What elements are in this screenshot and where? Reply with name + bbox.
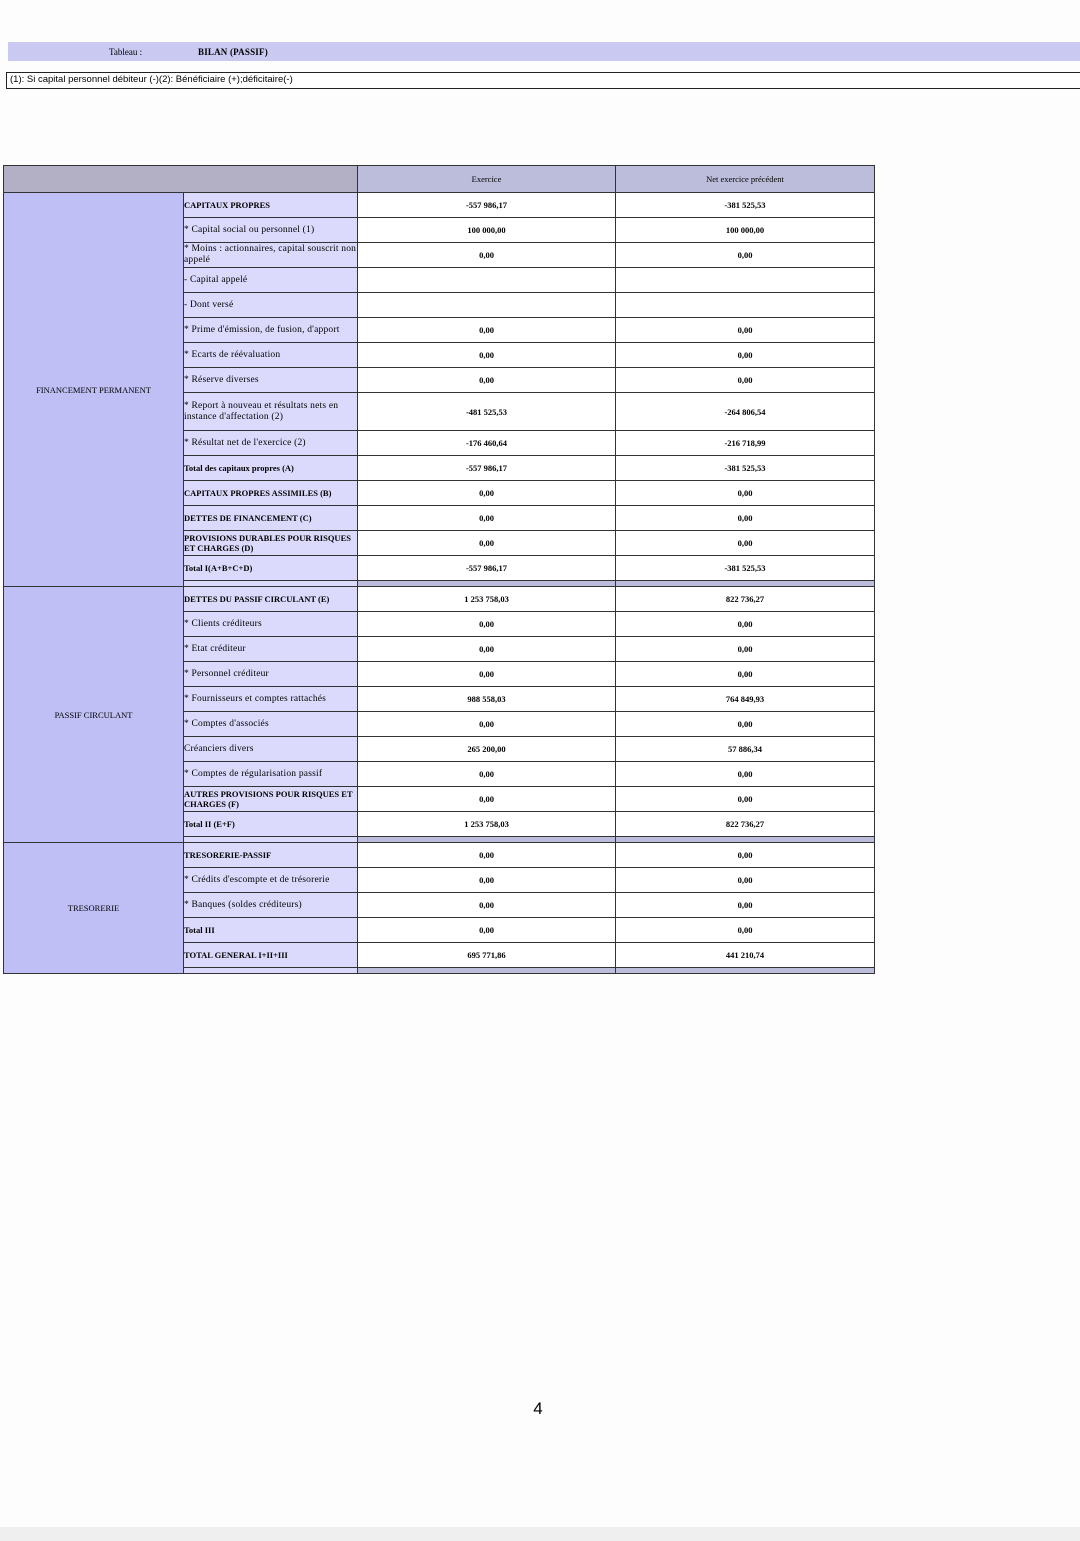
table-row <box>4 587 875 612</box>
row-label: * Report à nouveau et résultats nets en instance d'affectation (2) <box>184 393 358 431</box>
row-value-exercice: 0,00 <box>358 531 616 556</box>
row-value-previous: 0,00 <box>616 762 875 787</box>
row-value-exercice: 0,00 <box>358 612 616 637</box>
table-row <box>4 193 875 218</box>
section-financement-permanent: FINANCEMENT PERMANENT <box>4 193 184 587</box>
row-label: Total des capitaux propres (A) <box>184 456 358 481</box>
row-value-exercice: 0,00 <box>358 843 616 868</box>
separator-cell <box>358 968 616 974</box>
row-value-previous: 0,00 <box>616 868 875 893</box>
row-label: - Capital appelé <box>184 268 358 293</box>
column-header-exercice: Exercice <box>358 166 616 193</box>
row-value-previous: 822 736,27 <box>616 587 875 612</box>
row-label: * Prime d'émission, de fusion, d'apport <box>184 318 358 343</box>
row-value-previous: -381 525,53 <box>616 193 875 218</box>
row-value-previous: 822 736,27 <box>616 812 875 837</box>
row-label: TRESORERIE-PASSIF <box>184 843 358 868</box>
row-label: * Moins : actionnaires, capital souscrit non appelé <box>184 243 358 268</box>
row-value-previous: 0,00 <box>616 368 875 393</box>
footnote-box: (1): Si capital personnel débiteur (-)(2): Bénéficiaire (+);déficitaire(-) <box>6 72 1080 89</box>
page-footer-strip <box>0 1527 1080 1541</box>
section-passif-circulant: PASSIF CIRCULANT <box>4 587 184 843</box>
row-value-previous: 0,00 <box>616 712 875 737</box>
row-label: * Résultat net de l'exercice (2) <box>184 431 358 456</box>
row-label: * Personnel créditeur <box>184 662 358 687</box>
row-value-exercice: 695 771,86 <box>358 943 616 968</box>
separator-cell <box>184 968 358 974</box>
row-value-previous: 57 886,34 <box>616 737 875 762</box>
column-header-previous: Net exercice précédent <box>616 166 875 193</box>
row-label: AUTRES PROVISIONS POUR RISQUES ET CHARGES (F) <box>184 787 358 812</box>
row-label: DETTES DE FINANCEMENT (C) <box>184 506 358 531</box>
bilan-passif-table <box>3 165 875 974</box>
row-value-exercice: 100 000,00 <box>358 218 616 243</box>
row-value-exercice: 0,00 <box>358 318 616 343</box>
row-value-previous: 0,00 <box>616 531 875 556</box>
row-value-exercice: 0,00 <box>358 243 616 268</box>
row-value-exercice: 0,00 <box>358 637 616 662</box>
row-value-exercice: -176 460,64 <box>358 431 616 456</box>
row-label: * Comptes de régularisation passif <box>184 762 358 787</box>
row-value-previous: 0,00 <box>616 481 875 506</box>
row-label: CAPITAUX PROPRES ASSIMILES (B) <box>184 481 358 506</box>
row-value-exercice <box>358 268 616 293</box>
table-title: BILAN (PASSIF) <box>198 47 268 57</box>
row-value-previous: 0,00 <box>616 637 875 662</box>
row-value-previous <box>616 268 875 293</box>
row-value-exercice: 0,00 <box>358 893 616 918</box>
row-value-exercice: 0,00 <box>358 662 616 687</box>
row-value-exercice: 0,00 <box>358 918 616 943</box>
row-value-previous: 0,00 <box>616 318 875 343</box>
row-value-exercice: -557 986,17 <box>358 456 616 481</box>
row-value-exercice: 0,00 <box>358 762 616 787</box>
row-label: TOTAL GENERAL I+II+III <box>184 943 358 968</box>
row-value-previous: 0,00 <box>616 343 875 368</box>
row-value-exercice: 0,00 <box>358 787 616 812</box>
row-value-previous: -264 806,54 <box>616 393 875 431</box>
table-label: Tableau : <box>109 47 143 57</box>
row-value-exercice: -557 986,17 <box>358 556 616 581</box>
row-value-exercice: 988 558,03 <box>358 687 616 712</box>
row-label: Créanciers divers <box>184 737 358 762</box>
row-value-exercice: 265 200,00 <box>358 737 616 762</box>
row-label: Total III <box>184 918 358 943</box>
row-value-exercice: 0,00 <box>358 481 616 506</box>
separator-cell <box>616 968 875 974</box>
row-value-previous: 0,00 <box>616 843 875 868</box>
row-value-previous: 0,00 <box>616 787 875 812</box>
row-value-exercice: 0,00 <box>358 368 616 393</box>
row-value-exercice: 0,00 <box>358 343 616 368</box>
row-value-previous <box>616 293 875 318</box>
row-label: PROVISIONS DURABLES POUR RISQUES ET CHARGES (D) <box>184 531 358 556</box>
table-row <box>4 843 875 868</box>
header-blank-cell <box>4 166 358 193</box>
row-value-previous: 0,00 <box>616 243 875 268</box>
row-value-exercice: -557 986,17 <box>358 193 616 218</box>
row-value-previous: -381 525,53 <box>616 456 875 481</box>
row-label: * Réserve diverses <box>184 368 358 393</box>
row-value-exercice: 0,00 <box>358 506 616 531</box>
row-value-previous: 0,00 <box>616 662 875 687</box>
row-value-previous: 100 000,00 <box>616 218 875 243</box>
row-label: * Comptes d'associés <box>184 712 358 737</box>
row-value-previous: 441 210,74 <box>616 943 875 968</box>
page-number: 4 <box>533 1399 543 1418</box>
row-label: * Capital social ou personnel (1) <box>184 218 358 243</box>
table-title-banner <box>8 42 1080 61</box>
row-label: * Banques (soldes créditeurs) <box>184 893 358 918</box>
row-value-exercice: 1 253 758,03 <box>358 812 616 837</box>
row-value-exercice: -481 525,53 <box>358 393 616 431</box>
row-value-exercice: 0,00 <box>358 868 616 893</box>
section-tresorerie: TRESORERIE <box>4 843 184 974</box>
row-label: * Etat créditeur <box>184 637 358 662</box>
row-value-previous: 0,00 <box>616 506 875 531</box>
row-value-previous: 0,00 <box>616 893 875 918</box>
row-label: - Dont versé <box>184 293 358 318</box>
row-value-previous: 764 849,93 <box>616 687 875 712</box>
row-label: * Ecarts de réévaluation <box>184 343 358 368</box>
row-value-exercice <box>358 293 616 318</box>
row-label: * Clients créditeurs <box>184 612 358 637</box>
row-label: CAPITAUX PROPRES <box>184 193 358 218</box>
row-label: * Fournisseurs et comptes rattachés <box>184 687 358 712</box>
table-header-row <box>4 166 875 193</box>
row-value-exercice: 1 253 758,03 <box>358 587 616 612</box>
row-label: DETTES DU PASSIF CIRCULANT (E) <box>184 587 358 612</box>
row-value-previous: 0,00 <box>616 612 875 637</box>
row-label: Total II (E+F) <box>184 812 358 837</box>
row-value-previous: 0,00 <box>616 918 875 943</box>
row-value-exercice: 0,00 <box>358 712 616 737</box>
row-label: * Crédits d'escompte et de trésorerie <box>184 868 358 893</box>
row-value-previous: -381 525,53 <box>616 556 875 581</box>
row-label: Total I(A+B+C+D) <box>184 556 358 581</box>
row-value-previous: -216 718,99 <box>616 431 875 456</box>
